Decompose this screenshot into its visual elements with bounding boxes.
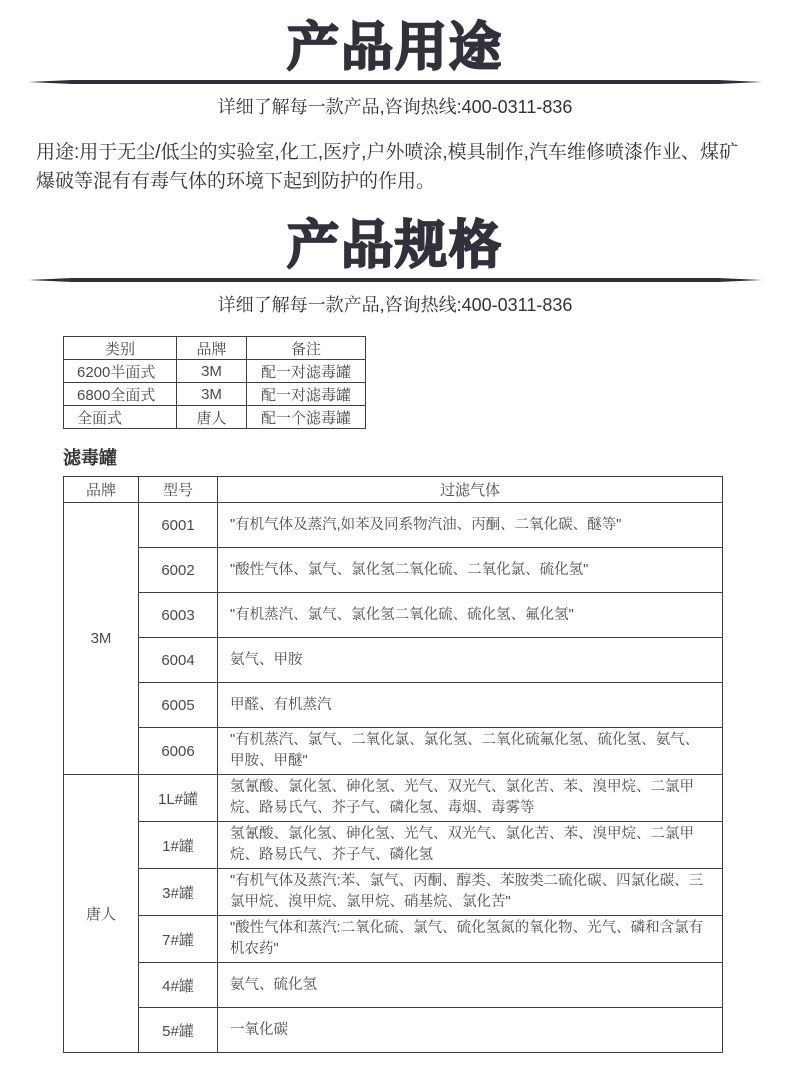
usage-title: 产品用途: [286, 19, 503, 77]
table-row: [64, 963, 723, 1008]
model-cell: 6002: [139, 548, 218, 593]
title-underline: [28, 278, 762, 282]
title-underline: [28, 80, 762, 84]
model-cell: 1#罐: [139, 822, 218, 869]
cartridge-header-gases: 过滤气体: [218, 477, 723, 503]
usage-paragraph: 用途:用于无尘/低尘的实验室,化工,医疗,户外喷涂,模具制作,汽车维修喷漆作业、煤矿爆破等混有有毒气体的环境下起到防护的作用。: [36, 142, 738, 192]
table-row: [64, 406, 366, 429]
model-cell: 3#罐: [139, 869, 218, 916]
model-cell: 7#罐: [139, 916, 218, 963]
gases-cell: "酸性气体和蒸汽:二氧化硫、氯气、硫化氢氮的氧化物、光气、磷和含氯有机农药": [218, 916, 723, 963]
spec-header-brand: 品牌: [177, 337, 247, 360]
model-cell: 6004: [139, 638, 218, 683]
spec-section-header: [0, 196, 790, 316]
gases-cell: "有机气体及蒸汽,如苯及同系物汽油、丙酮、二氧化碳、醚等": [218, 503, 723, 548]
spec-title: 产品规格: [286, 217, 503, 275]
model-cell: 5#罐: [139, 1008, 218, 1053]
table-row: [64, 548, 723, 593]
gases-cell: "酸性气体、氯气、氯化氢二氧化硫、二氧化氯、硫化氢": [218, 548, 723, 593]
model-cell: 6003: [139, 593, 218, 638]
brand-cell-tangren: 唐人: [64, 775, 139, 1053]
model-cell: 6001: [139, 503, 218, 548]
model-cell: 4#罐: [139, 963, 218, 1008]
model-cell: 1L#罐: [139, 775, 218, 822]
spec-cell-note: 配一对滤毒罐: [247, 360, 366, 383]
table-row: [64, 916, 723, 963]
brand-cell-3m: 3M: [64, 503, 139, 775]
spec-cell-note: 配一个滤毒罐: [247, 406, 366, 429]
gases-cell: 一氧化碳: [218, 1008, 723, 1053]
table-row: [64, 360, 366, 383]
hotline-subtitle: 详细了解每一款产品,咨询热线:400-0311-836: [217, 97, 573, 117]
hotline-subtitle: 详细了解每一款产品,咨询热线:400-0311-836: [217, 295, 573, 315]
cartridge-header-model: 型号: [139, 477, 218, 503]
spec-cell-brand: 3M: [177, 383, 247, 406]
table-row: [64, 869, 723, 916]
cartridge-section-label: 滤毒罐: [63, 448, 117, 468]
spec-header-category: 类别: [64, 337, 177, 360]
spec-cell-category: 6200半面式: [64, 360, 177, 383]
usage-section-header: [0, 0, 790, 118]
table-row: [64, 775, 723, 822]
gases-cell: "有机蒸汽、氯气、氯化氢二氧化硫、硫化氢、氟化氢": [218, 593, 723, 638]
model-cell: 6005: [139, 683, 218, 728]
model-cell: 6006: [139, 728, 218, 775]
spec-cell-category: 全面式: [64, 406, 177, 429]
spec-header-note: 备注: [247, 337, 366, 360]
gases-cell: 氨气、甲胺: [218, 638, 723, 683]
cartridge-table: [63, 476, 723, 1053]
table-row: [64, 822, 723, 869]
gases-cell: 甲醛、有机蒸汽: [218, 683, 723, 728]
cartridge-header-brand: 品牌: [64, 477, 139, 503]
spec-cell-category: 6800全面式: [64, 383, 177, 406]
gases-cell: "有机气体及蒸汽:苯、氯气、丙酮、醇类、苯胺类二硫化碳、四氯化碳、三氯甲烷、溴甲烷、氯甲烷、硝基烷、氯化苦": [218, 869, 723, 916]
spec-table: [63, 336, 366, 429]
table-row: [64, 383, 366, 406]
cartridge-table-header-row: [64, 477, 723, 503]
spec-cell-brand: 唐人: [177, 406, 247, 429]
spec-cell-brand: 3M: [177, 360, 247, 383]
table-row: [64, 638, 723, 683]
table-row: [64, 593, 723, 638]
gases-cell: 氨气、硫化氢: [218, 963, 723, 1008]
table-row: [64, 728, 723, 775]
table-row: [64, 683, 723, 728]
table-row: [64, 1008, 723, 1053]
spec-cell-note: 配一对滤毒罐: [247, 383, 366, 406]
table-row: [64, 503, 723, 548]
gases-cell: "有机蒸汽、氯气、二氧化氯、氯化氢、二氧化硫氟化氢、硫化氢、氨气、甲胺、甲醚": [218, 728, 723, 775]
spec-table-header-row: [64, 337, 366, 360]
gases-cell: 氢氰酸、氯化氢、砷化氢、光气、双光气、氯化苦、苯、溴甲烷、二氯甲烷、路易氏气、芥子气、磷化氢: [218, 822, 723, 869]
gases-cell: 氢氰酸、氯化氢、砷化氢、光气、双光气、氯化苦、苯、溴甲烷、二氯甲烷、路易氏气、芥子气、磷化氢、毒烟、毒雾等: [218, 775, 723, 822]
